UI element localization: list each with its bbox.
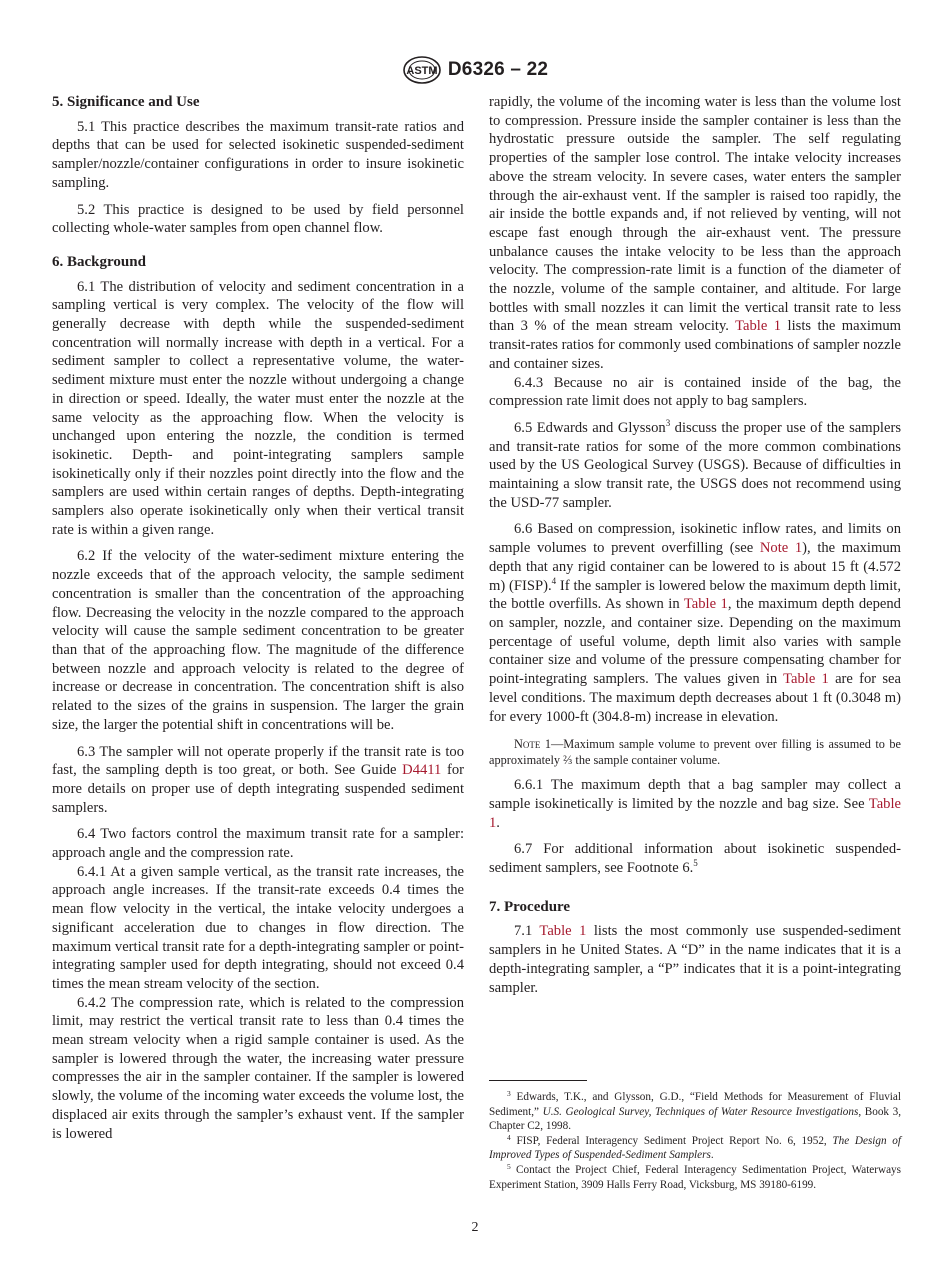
left-column xyxy=(52,93,464,1143)
link-table-1[interactable]: Table 1 xyxy=(735,318,782,335)
link-table-1[interactable]: Table 1 xyxy=(783,671,829,688)
paragraph-6-3: 6.3 The sampler will not operate properly if the transit rate is too fast, the sampling depth is too great, or both. See Guide D4411 for more details on proper use of depth integrating suspended sediment samplers. xyxy=(52,743,464,816)
paragraph-6-4-1: 6.4.1 At a given sample vertical, as the transit rate increases, the approach angle increases. If the transit-rate exceeds 0.4 times the mean flow velocity in the vertical, the intake velocity undergoes a significant acceleration due to changes in flow direction. The maximum vertical transit rate for a depth-integrating sampler or point-integrating sampler used for depth integrating, should not exceed 0.4 times the mean stream velocity of the section. xyxy=(52,863,464,992)
astm-logo-icon xyxy=(402,55,442,85)
footnote-ref-5[interactable]: 5 xyxy=(693,858,698,869)
link-table-1[interactable]: Table 1 xyxy=(489,795,901,831)
standard-designation: D6326 – 22 xyxy=(447,59,549,80)
paragraph-7-1: 7.1 Table 1 lists the most commonly use suspended-sediment samplers in he United States. A “D” in the name indicates that it is a depth-integrating sampler, a “P” indicates that it is a point-integrating sampler. xyxy=(489,923,901,996)
link-table-1[interactable]: Table 1 xyxy=(683,596,728,613)
note-label: Note 1 xyxy=(514,737,551,752)
paragraph-6-1: 6.1 The distribution of velocity and sediment concentration in a sampling vertical is very complex. The velocity of the flow will generally decrease with depth while the suspended-sediment concentration will normally increase with depth in a vertical. For a sediment sampler to collect a representative volume, the water-sediment mixture must enter the nozzle without undergoing a change in direction or speed. Ideally, the water must enter the nozzle at the same velocity as the approaching flow. When the velocity is unchanged upon entering the nozzle, the condition is termed isokinetic. Depth- and point-integrating samplers sample isokinetically only if their nozzles point directly into the flow and the samplers are used within certain ranges of depths. Depth-integrating samplers also operate isokinetically only when their vertical transit rate is within a given range. xyxy=(52,278,464,538)
svg-text:ASTM: ASTM xyxy=(406,65,438,77)
paragraph-6-7: 6.7 For additional information about isokinetic suspended-sediment samplers, see Footnote 6.$^5$ xyxy=(489,841,901,877)
section-7-heading: 7. Procedure xyxy=(489,898,571,915)
right-column xyxy=(489,93,901,997)
page-number: 2 xyxy=(471,1220,479,1235)
footnote-5: $^5$ Contact the Project Chief, Federal Interagency Sedimentation Project, Waterways Experiment Station, 3909 Halls Ferry Road, Vicksburg, MS 39180-6199. xyxy=(489,1161,901,1191)
paragraph-6-4-3: 6.4.3 Because no air is contained inside of the bag, the compression rate limit does not apply to bag samplers. xyxy=(489,374,901,410)
footnotes xyxy=(489,1090,901,1192)
paragraph-6-5: 6.5 Edwards and Glysson$^3$ discuss the proper use of the samplers and transit-rate ratios for some of the more common combinations used by the US Geological Survey (USGS). Because of difficulties in maintaining a slow transit rate, the USGS does not recommend using the USD-77 sampler. xyxy=(489,417,901,511)
section-5-heading: 5. Significance and Use xyxy=(52,94,200,110)
paragraph-6-6: 6.6 Based on compression, isokinetic inflow rates, and limits on sample volumes to prevent overfilling (see Note 1), the maximum depth that any rigid container can be lowered to is about 15 ft (4.572 m) (FISP).$^4$ If the sampler is lowered below the maximum depth limit, the bottle overfills. As shown in Table 1, the maximum depth depend on sampler, nozzle, and container size. Depending on the maximum percentage of useful volume, depth limit also varies with sample container size and volume of the pressure compensating chamber for point-integrating samplers. The values given in Table 1 are for sea level conditions. The maximum depth decreases about 1 ft (0.3048 m) for every 1000-ft (304.8-m) increase in elevation. xyxy=(489,521,902,725)
paragraph-5-2: 5.2 This practice is designed to be used by field personnel collecting whole-water samples from open channel flow. xyxy=(52,201,464,237)
footnote-3: $^3$ Edwards, T.K., and Glysson, G.D., “Field Methods for Measurement of Fluvial Sediment,” U.S. Geological Survey, Techniques of Water Resource Investigations, Book 3, Chapter C2, 1998. xyxy=(489,1089,901,1133)
paragraph-6-2: 6.2 If the velocity of the water-sediment mixture entering the nozzle exceeds that of the approach velocity, the sample sediment concentration is smaller than the concentration of the approaching flow. Decreasing the velocity in the nozzle compared to the approach velocity will cause the sample sediment concentration to be greater than that of the approaching flow. The magnitude of the difference between nozzle and approach velocity is related to the degree of increase or decrease in concentration. The concentration shift is also related to the sizes of the grains in suspension. The larger the grain size, the larger the potential shift in concentrations will be. xyxy=(52,548,464,733)
link-note-1[interactable]: Note 1 xyxy=(759,540,803,557)
footnote-ref-4[interactable]: 4 xyxy=(551,575,557,586)
note-1: Note 1—Maximum sample volume to prevent over filling is assumed to be approximately ⅔ the sample container volume. xyxy=(489,737,901,768)
footnote-4: $^4$ FISP, Federal Interagency Sediment Project Report No. 6, 1952, The Design of Improved Types of Suspended-Sediment Samplers. xyxy=(489,1132,901,1162)
paragraph-5-1: 5.1 This practice describes the maximum transit-rate ratios and depths that can be used for selected isokinetic suspended-sediment sampler/nozzle/container configurations in order to insure isokinetic sampling. xyxy=(52,118,464,191)
footnote-ref-3[interactable]: 3 xyxy=(665,417,671,428)
section-6-heading: 6. Background xyxy=(52,253,146,270)
paragraph-6-6-1: 6.6.1 The maximum depth that a bag sampler may collect a sample isokinetically is limited by the nozzle and bag size. See Table 1. xyxy=(489,777,901,831)
link-table-1[interactable]: Table 1 xyxy=(539,923,587,940)
page-header xyxy=(0,55,950,85)
paragraph-6-4-2-continued: rapidly, the volume of the incoming water is less than the volume lost to compression. Pressure inside the sampler container is less than the hydrostatic pressure outside the sampler. The self regulating properties of the sampler lose control. The intake velocity increases above the stream velocity. In severe cases, water enters the sampler through the air-exhaust vent. If the sampler is raised too rapidly, the air inside the bottle expands and, if not relieved by venting, will not escape fast enough through the air-exhaust vent. The pressure unbalance causes the intake velocity to be less than the approach velocity. The compression-rate limit is a function of the diameter of the nozzle, volume of the sample container, and altitude. For large bottles with small nozzles it can limit the vertical transit rate to less than 3 % of the mean stream velocity. Table 1 lists the maximum transit-rates ratios for commonly used combinations of sampler nozzle and container sizes. xyxy=(489,94,901,372)
link-d4411[interactable]: D4411 xyxy=(402,762,442,779)
paragraph-6-4: 6.4 Two factors control the maximum transit rate for a sampler: approach angle and the compression rate. xyxy=(52,826,464,862)
footnote-divider xyxy=(489,1080,587,1081)
paragraph-6-4-2: 6.4.2 The compression rate, which is related to the compression limit, may restrict the vertical transit rate to less than 0.4 times the mean stream velocity when a rigid sample container is used. As the sampler is lowered through the water, the increasing water pressure compresses the air in the sampler container. If the sampler is lowered slowly, the volume of the incoming water exceeds the volume lost, the displaced air exits through the sampler’s exhaust vent. If the sampler is lowered xyxy=(52,994,464,1142)
